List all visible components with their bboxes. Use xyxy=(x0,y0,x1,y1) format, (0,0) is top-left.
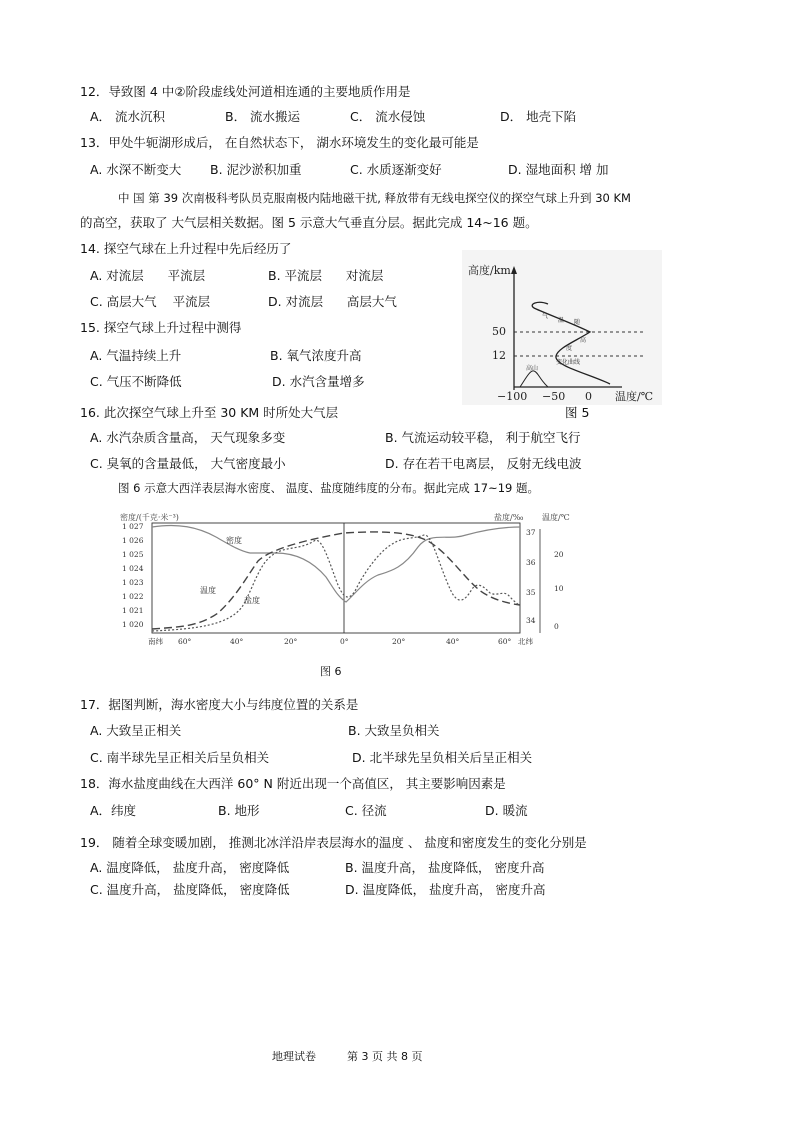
fig6-salinity-tick: 34 xyxy=(526,616,536,625)
fig6-density-tick: 1 026 xyxy=(122,536,144,545)
fig6-density-tick: 1 024 xyxy=(122,564,144,573)
fig5-label-gas: 气 xyxy=(542,313,549,320)
fig6-temperature-label: 温度/℃ xyxy=(542,513,570,522)
q19-option-a[interactable]: A. 温度降低， 盐度升高， 密度降低 xyxy=(90,860,290,875)
passage-1-line-2: 的高空，获取了 大气层相关数据。图 5 示意大气垂直分层。据此完成 14~16 题。 xyxy=(80,215,538,230)
question-16-stem: 16. 此次探空气球上升至 30 KM 时所处大气层 xyxy=(80,405,339,420)
q17-option-d[interactable]: D. 北半球先呈负相关后呈正相关 xyxy=(352,750,533,765)
fig5-tick-minus50: −50 xyxy=(542,390,566,403)
fig6-left-axis-label: 密度/(千克·米⁻³) xyxy=(120,513,179,522)
fig6-temp-tick: 20 xyxy=(554,550,564,559)
q13-option-a[interactable]: A. 水深不断变大 xyxy=(90,162,182,177)
fig6-x-tick: 40° xyxy=(446,637,460,646)
fig6-salinity-series-label: 盐度 xyxy=(244,596,260,605)
figure-5-atmosphere-chart xyxy=(462,250,662,405)
fig6-x-tick: 南纬 xyxy=(148,637,163,646)
fig6-density-tick: 1 027 xyxy=(122,522,144,531)
q12-option-b[interactable]: B． 流水搬运 xyxy=(225,109,301,124)
fig6-salinity-tick: 35 xyxy=(526,588,536,597)
q17-option-a[interactable]: A. 大致呈正相关 xyxy=(90,723,182,738)
fig5-label-with: 随 xyxy=(574,319,581,326)
q14-option-c[interactable]: C. 高层大气 平流层 xyxy=(90,294,211,309)
fig5-label-degree: 度 xyxy=(566,345,573,352)
fig6-salinity-tick: 36 xyxy=(526,558,536,567)
figure-5-caption: 图 5 xyxy=(565,405,590,420)
fig5-x-axis-label: 温度/℃ xyxy=(615,390,654,403)
question-19-stem: 19． 随着全球变暖加剧， 推测北冰洋沿岸表层海水的温度 、 盐度和密度发生的变化分别是 xyxy=(80,835,587,850)
figure-6-caption: 图 6 xyxy=(320,665,342,678)
fig6-salinity-tick: 37 xyxy=(526,528,536,537)
question-14-stem: 14. 探空气球在上升过程中先后经历了 xyxy=(80,241,292,256)
q19-option-d[interactable]: D. 温度降低， 盐度升高， 密度升高 xyxy=(345,882,546,897)
fig5-label-curve: 变化曲线 xyxy=(556,359,581,366)
q15-option-d[interactable]: D. 水汽含量增多 xyxy=(272,374,365,389)
fig5-tick-minus100: −100 xyxy=(497,390,528,403)
q13-option-b[interactable]: B. 泥沙淤积加重 xyxy=(210,162,302,177)
fig5-label-height: 高 xyxy=(580,337,587,344)
q15-option-b[interactable]: B. 氧气浓度升高 xyxy=(270,348,362,363)
q18-option-b[interactable]: B. 地形 xyxy=(218,803,260,818)
q14-option-a[interactable]: A. 对流层 平流层 xyxy=(90,268,206,283)
q13-option-c[interactable]: C. 水质逐渐变好 xyxy=(350,162,442,177)
question-15-stem: 15. 探空气球上升过程中测得 xyxy=(80,320,242,335)
question-13-stem: 13．甲处牛轭湖形成后， 在自然状态下， 湖水环境发生的变化最可能是 xyxy=(80,135,479,150)
q16-option-b[interactable]: B. 气流运动较平稳， 利于航空飞行 xyxy=(385,430,581,445)
fig6-salinity-label: 盐度/‰ xyxy=(494,513,524,522)
fig6-density-label: 密度 xyxy=(226,536,242,545)
fig5-tick-12: 12 xyxy=(492,349,506,362)
q14-option-d[interactable]: D. 对流层 高层大气 xyxy=(268,294,397,309)
q18-option-d[interactable]: D. 暖流 xyxy=(485,803,528,818)
q16-option-c[interactable]: C. 臭氧的含量最低， 大气密度最小 xyxy=(90,456,286,471)
fig6-x-tick: 60° xyxy=(178,637,192,646)
q15-option-c[interactable]: C. 气压不断降低 xyxy=(90,374,182,389)
q15-option-a[interactable]: A. 气温持续上升 xyxy=(90,348,182,363)
q16-option-a[interactable]: A. 水汽杂质含量高， 天气现象多变 xyxy=(90,430,286,445)
fig5-y-axis-label: 高度/km xyxy=(468,264,511,277)
q18-option-c[interactable]: C. 径流 xyxy=(345,803,387,818)
fig6-density-tick: 1 025 xyxy=(122,550,144,559)
footer-page-number: 第 3 页 共 8 页 xyxy=(347,1050,423,1063)
q14-option-b[interactable]: B. 平流层 对流层 xyxy=(268,268,384,283)
fig6-temp-tick: 0 xyxy=(554,622,559,631)
fig6-density-tick: 1 022 xyxy=(122,592,144,601)
q17-option-c[interactable]: C. 南半球先呈正相关后呈负相关 xyxy=(90,750,270,765)
fig6-temperature-series-label: 温度 xyxy=(200,586,216,595)
q13-option-d[interactable]: D. 湿地面积 增 加 xyxy=(508,162,609,177)
q17-option-b[interactable]: B. 大致呈负相关 xyxy=(348,723,440,738)
fig6-x-tick: 20° xyxy=(284,637,298,646)
fig6-x-tick: 40° xyxy=(230,637,244,646)
fig6-x-tick: 20° xyxy=(392,637,406,646)
fig5-label-mountain: 高山 xyxy=(526,365,539,372)
q12-option-c[interactable]: C． 流水侵蚀 xyxy=(350,109,426,124)
fig5-tick-50: 50 xyxy=(492,325,506,338)
fig6-x-tick: 0° xyxy=(340,637,349,646)
q18-option-a[interactable]: A．纬度 xyxy=(90,803,137,818)
passage-1-line-1: 中 国 第 39 次南极科考队员克服南极内陆地磁干扰, 释放带有无线电探空仪的探空气球上升到 30 KM xyxy=(118,191,631,205)
fig6-density-tick: 1 023 xyxy=(122,578,144,587)
q19-option-b[interactable]: B. 温度升高， 盐度降低， 密度升高 xyxy=(345,860,545,875)
question-17-stem: 17．据图判断，海水密度大小与纬度位置的关系是 xyxy=(80,697,359,712)
footer-subject: 地理试卷 xyxy=(272,1050,316,1063)
fig6-x-tick: 北纬 xyxy=(518,637,533,646)
q19-option-c[interactable]: C. 温度升高， 盐度降低， 密度降低 xyxy=(90,882,290,897)
fig6-density-tick: 1 020 xyxy=(122,620,144,629)
q12-option-a[interactable]: A． 流水沉积 xyxy=(90,109,166,124)
passage-2: 图 6 示意大西洋表层海水密度、 温度、盐度随纬度的分布。据此完成 17~19 题。 xyxy=(118,481,539,495)
fig6-x-tick: 60° xyxy=(498,637,512,646)
fig6-density-tick: 1 021 xyxy=(122,606,144,615)
question-12-stem: 12．导致图 4 中②阶段虚线处河道相连通的主要地质作用是 xyxy=(80,84,411,99)
question-18-stem: 18．海水盐度曲线在大西洋 60° N 附近出现一个高值区， 其主要影响因素是 xyxy=(80,776,506,791)
q16-option-d[interactable]: D. 存在若干电离层， 反射无线电波 xyxy=(385,456,582,471)
fig6-temp-tick: 10 xyxy=(554,584,564,593)
q12-option-d[interactable]: D． 地壳下陷 xyxy=(500,109,577,124)
fig5-label-temp: 温 xyxy=(558,317,565,324)
figure-6-ocean-chart xyxy=(118,505,583,652)
fig5-tick-0: 0 xyxy=(585,390,592,403)
